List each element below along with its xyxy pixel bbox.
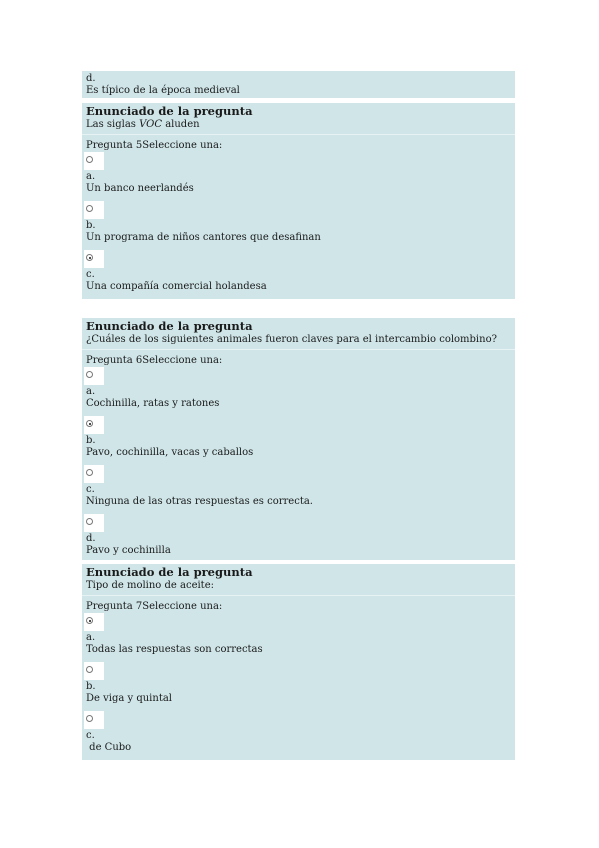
previous-question-fragment xyxy=(82,71,515,98)
option-c-text: Ninguna de las otras respuestas es correcta. xyxy=(86,496,313,507)
radio-unchecked-icon xyxy=(86,715,93,722)
option-d-text: Pavo y cochinilla xyxy=(86,545,171,556)
radio-unchecked-icon xyxy=(86,518,93,525)
option-a-text: Todas las respuestas son correctas xyxy=(86,644,263,655)
option-d-radio[interactable] xyxy=(84,514,104,532)
option-letter-a: a. xyxy=(86,386,96,397)
option-c-radio[interactable] xyxy=(84,711,104,729)
option-letter-c: c. xyxy=(86,484,95,495)
question-prompt: Tipo de molino de aceite: xyxy=(86,580,214,591)
radio-unchecked-icon xyxy=(86,371,93,378)
option-c-text: de Cubo xyxy=(86,742,132,753)
option-letter-d: d. xyxy=(86,533,96,544)
question-heading: Enunciado de la pregunta xyxy=(86,319,253,333)
option-c-text: Una compañía comercial holandesa xyxy=(86,281,267,292)
question-heading: Enunciado de la pregunta xyxy=(86,104,253,118)
question-prompt: Las siglas VOC aluden xyxy=(86,119,200,130)
question-7-block xyxy=(82,564,515,760)
option-b-radio[interactable] xyxy=(84,201,104,219)
option-a-radio[interactable] xyxy=(84,367,104,385)
option-letter-c: c. xyxy=(86,269,95,280)
radio-checked-icon xyxy=(86,420,93,427)
option-b-radio[interactable] xyxy=(84,662,104,680)
question-heading: Enunciado de la pregunta xyxy=(86,565,253,579)
option-a-radio[interactable] xyxy=(84,152,104,170)
radio-unchecked-icon xyxy=(86,469,93,476)
option-letter-c: c. xyxy=(86,730,95,741)
option-letter-b: b. xyxy=(86,681,96,692)
option-a-text: Un banco neerlandés xyxy=(86,183,194,194)
radio-unchecked-icon xyxy=(86,205,93,212)
option-text: Es típico de la época medieval xyxy=(86,85,240,96)
radio-unchecked-icon xyxy=(86,666,93,673)
option-b-text: Un programa de niños cantores que desafinan xyxy=(86,232,321,243)
option-b-radio[interactable] xyxy=(84,416,104,434)
option-b-text: Pavo, cochinilla, vacas y caballos xyxy=(86,447,254,458)
option-letter-b: b. xyxy=(86,435,96,446)
option-letter-d: d. xyxy=(86,73,96,84)
question-5-block xyxy=(82,103,515,299)
option-letter-a: a. xyxy=(86,171,96,182)
option-letter-b: b. xyxy=(86,220,96,231)
option-a-text: Cochinilla, ratas y ratones xyxy=(86,398,220,409)
option-c-radio[interactable] xyxy=(84,250,104,268)
question-6-block xyxy=(82,318,515,560)
question-label: Pregunta 5Seleccione una: xyxy=(86,140,223,151)
radio-checked-icon xyxy=(86,254,93,261)
question-prompt: ¿Cuáles de los siguientes animales fueron claves para el intercambio colombino? xyxy=(86,334,497,345)
radio-checked-icon xyxy=(86,617,93,624)
question-label: Pregunta 6Seleccione una: xyxy=(86,355,223,366)
radio-unchecked-icon xyxy=(86,156,93,163)
option-a-radio[interactable] xyxy=(84,613,104,631)
option-c-radio[interactable] xyxy=(84,465,104,483)
option-b-text: De viga y quintal xyxy=(86,693,172,704)
question-label: Pregunta 7Seleccione una: xyxy=(86,601,223,612)
option-letter-a: a. xyxy=(86,632,96,643)
